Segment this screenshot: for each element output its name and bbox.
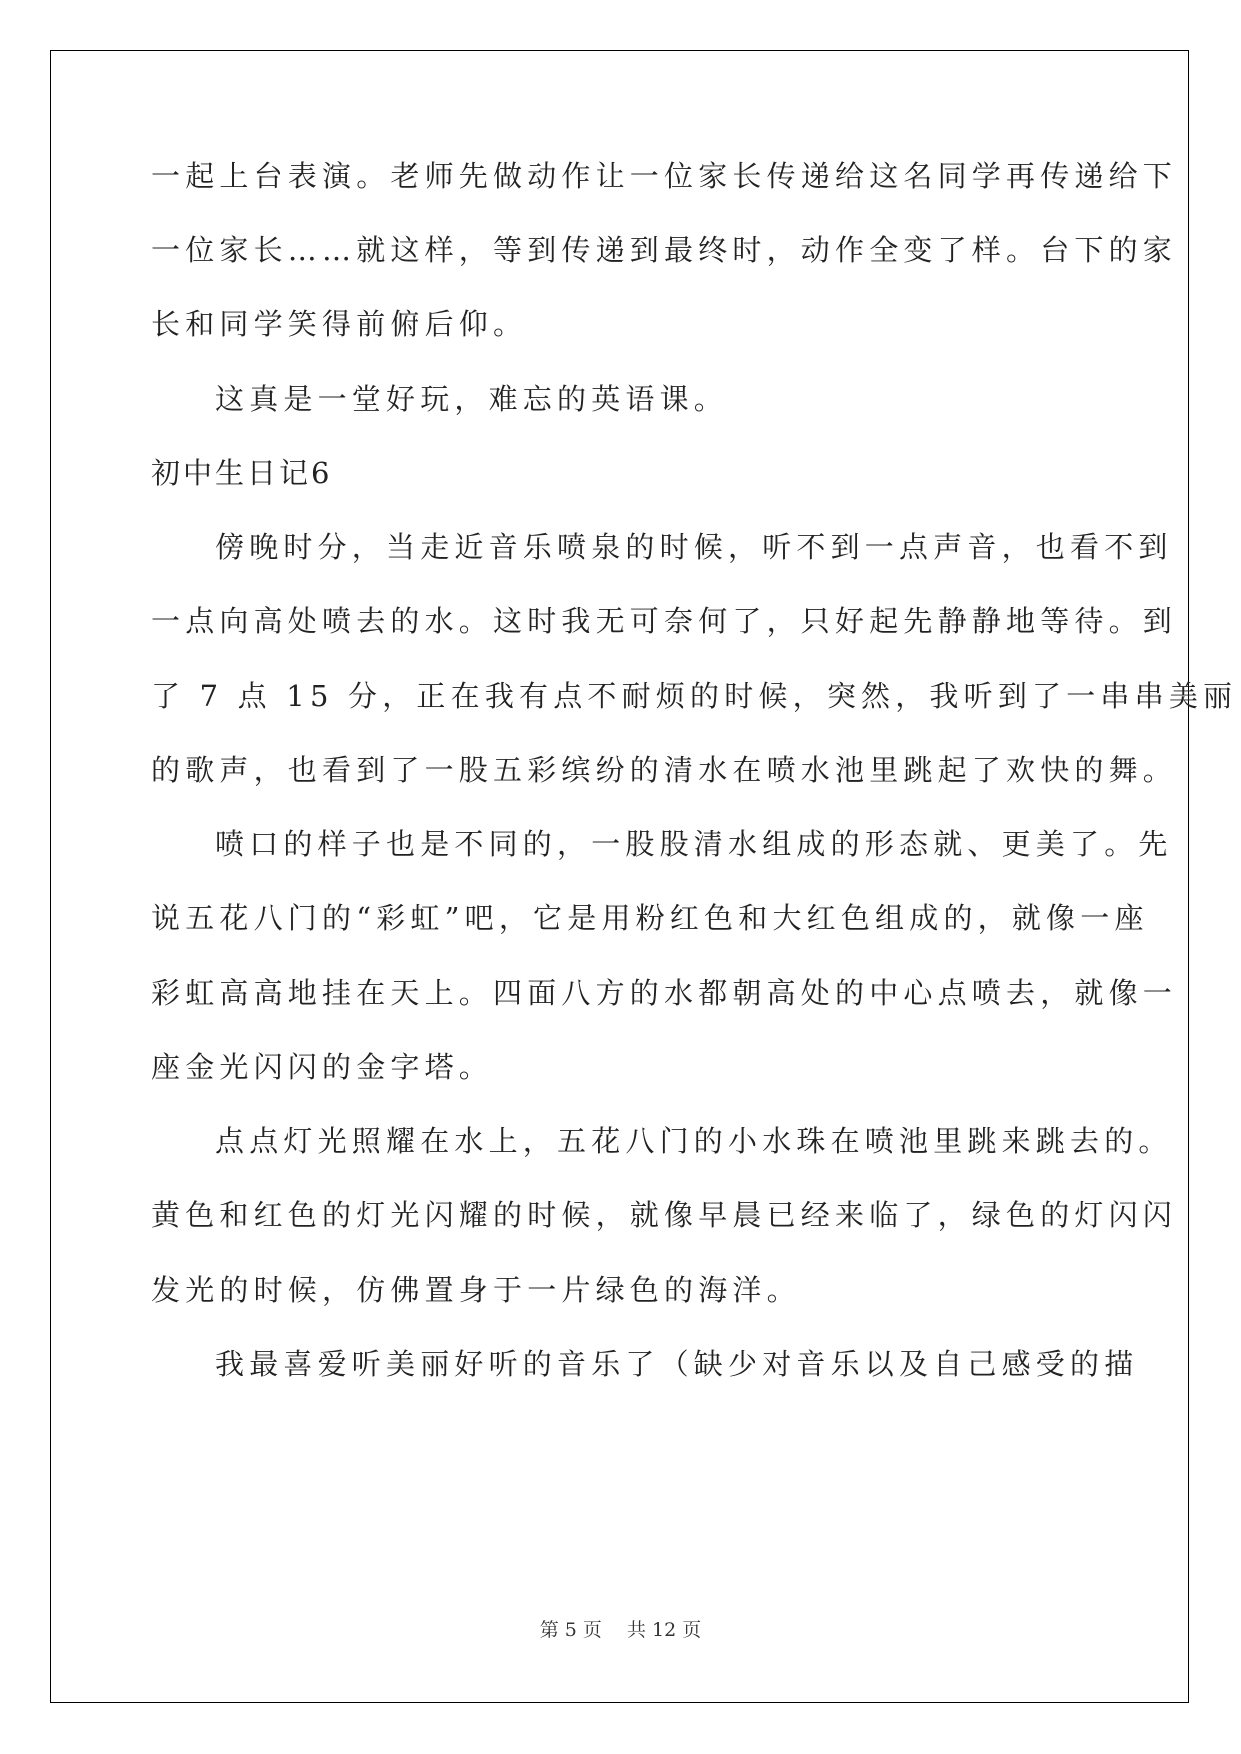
text-line: 的歌声，也看到了一股五彩缤纷的清水在喷水池里跳起了欢快的舞。 <box>151 753 1178 787</box>
text-line: 一点向高处喷去的水。这时我无可奈何了，只好起先静静地等待。到 <box>151 604 1178 638</box>
page-number-footer: 第 5 页 共 12 页 <box>539 1619 702 1641</box>
paragraph-first-line: 点点灯光照耀在水上，五花八门的小水珠在喷池里跳来跳去的。 <box>215 1124 1173 1158</box>
text-line: 彩虹高高地挂在天上。四面八方的水都朝高处的中心点喷去，就像一 <box>151 976 1178 1010</box>
text-line: 长和同学笑得前俯后仰。 <box>151 307 528 341</box>
text-line: 黄色和红色的灯光闪耀的时候，就像早晨已经来临了，绿色的灯闪闪 <box>151 1198 1178 1232</box>
text-line: 说五花八门的“彩虹”吧，它是用粉红色和大红色组成的，就像一座 <box>151 901 1149 935</box>
text-line: 了 7 点 15 分，正在我有点不耐烦的时候，突然，我听到了一串串美丽 <box>151 679 1238 713</box>
section-heading: 初中生日记6 <box>151 456 333 490</box>
paragraph-first-line: 傍晚时分，当走近音乐喷泉的时候，听不到一点声音，也看不到 <box>215 530 1173 564</box>
text-line: 座金光闪闪的金字塔。 <box>151 1050 494 1084</box>
paragraph-first-line: 这真是一堂好玩，难忘的英语课。 <box>215 382 729 416</box>
paragraph-first-line: 喷口的样子也是不同的，一股股清水组成的形态就、更美了。先 <box>215 827 1173 861</box>
text-line: 一位家长……就这样，等到传递到最终时，动作全变了样。台下的家 <box>151 233 1178 267</box>
text-line: 一起上台表演。老师先做动作让一位家长传递给这名同学再传递给下 <box>151 159 1178 193</box>
page-border <box>50 50 1238 1703</box>
text-line: 发光的时候，仿佛置身于一片绿色的海洋。 <box>151 1273 801 1307</box>
paragraph-first-line: 我最喜爱听美丽好听的音乐了（缺少对音乐以及自己感受的描 <box>215 1347 1139 1381</box>
